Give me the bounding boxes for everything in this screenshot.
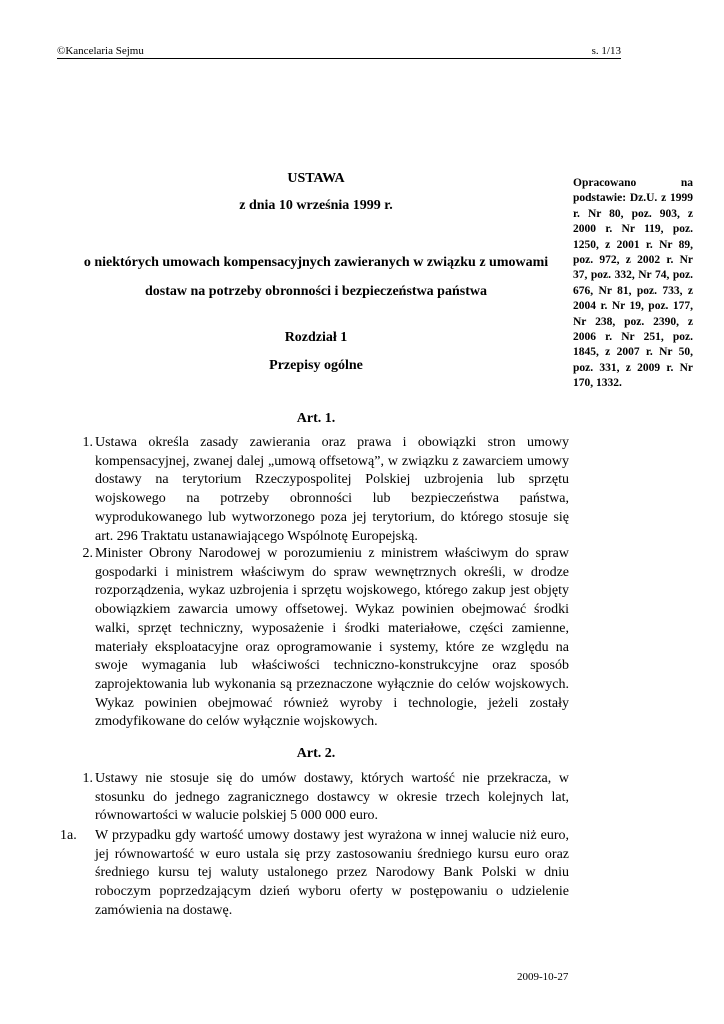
header-page-number: s. 1/13 — [591, 45, 621, 57]
paragraph-text: W przypadku gdy wartość umowy dostawy jest wyrażona w innej walucie niż euro, jej równowartość w euro ustala się przy zastosowaniu średniego kursu euro oraz średniego kursu tej waluty ustalonego przez Narodowy Bank Polski w dniu roboczym poprzedzającym dzień wyboru oferty w postępowaniu o udzielenie zamówienia na dostawę. — [95, 828, 569, 918]
article-1-title: Art. 1. — [296, 411, 336, 426]
article-2-paragraph-1 — [82, 770, 569, 826]
paragraph-text: Ustawa określa zasady zawierania oraz prawa i obowiązki stron umowy kompensacyjnej, zwanej dalej „umową offsetową”, w związku z zawarciem umowy dostawy na terytorium Rzeczypospolitej Polskiej uzbrojenia lub sprzętu wojskowego na potrzeby obronności lub bezpieczeństwa państwa, wyprodukowanego lub wytworzonego poza jej terytorium, do którego stosuje się art. 296 Traktatu ustanawiającego Wspólnotę Europejską. — [95, 435, 569, 544]
article-2-paragraph-1a — [60, 827, 569, 921]
header-publisher: ©Kancelaria Sejmu — [57, 45, 144, 57]
paragraph-number: 2. — [82, 546, 93, 561]
article-1-paragraph-2 — [82, 545, 569, 732]
act-subject: o niektórych umowach kompensacyjnych zawieranych w związku z umowami dostaw na potrzeby obronności i bezpieczeństwa państwa — [83, 255, 549, 299]
chapter-number: Rozdział 1 — [284, 330, 348, 345]
source-note: Opracowano na podstawie: Dz.U. z 1999 r. Nr 80, poz. 903, z 2000 r. Nr 119, poz. 1250, z 2001 r. Nr 89, poz. 972, z 2002 r. Nr 37, poz. 332, Nr 74, poz. 676, Nr 81, poz. 733, z 2004 r. Nr 19, poz. 177, Nr 238, poz. 2390, z 2006 r. Nr 251, poz. 1845, z 2007 r. Nr 50, poz. 331, z 2009 r. Nr 170, 1332. — [573, 177, 693, 390]
paragraph-number: 1. — [82, 435, 93, 450]
paragraph-text: Minister Obrony Narodowej w porozumieniu z ministrem właściwym do spraw gospodarki i ministrem właściwym do spraw wewnętrznych określi, w drodze rozporządzenia, wykaz uzbrojenia i sprzętu wojskowego, którego zakup jest objęty obowiązkiem zawarcia umowy offsetowej. Wykaz powinien obejmować środki walki, sprzęt techniczny, wyposażenie i środki materiałowe, części zamienne, materiały eksploatacyjne oraz oprogramowanie i systemy, które ze względu na swoje wymagania lub właściwości techniczno-konstrukcyjne oraz sposób zaprojektowania lub wykonania są przeznaczone wyłącznie do celów wojskowych. Wykaz powinien obejmować również wyroby i technologie, jeżeli zostały zmodyfikowane do celów wyłącznie wojskowych. — [95, 546, 569, 730]
act-title: USTAWA — [287, 171, 345, 186]
chapter-name: Przepisy ogólne — [269, 358, 363, 373]
article-2-title: Art. 2. — [296, 746, 336, 761]
page-footer-date: 2009-10-27 — [517, 971, 569, 983]
act-date: z dnia 10 września 1999 r. — [239, 198, 393, 213]
page-header — [57, 44, 621, 59]
paragraph-number: 1. — [82, 771, 93, 786]
paragraph-text: Ustawy nie stosuje się do umów dostawy, których wartość nie przekracza, w stosunku do jednego zagranicznego dostawcy w okresie trzech kolejnych lat, równowartości w walucie polskiej 5 000 000 euro. — [95, 771, 569, 824]
article-1-paragraph-1 — [82, 434, 569, 546]
paragraph-number: 1a. — [60, 828, 77, 843]
